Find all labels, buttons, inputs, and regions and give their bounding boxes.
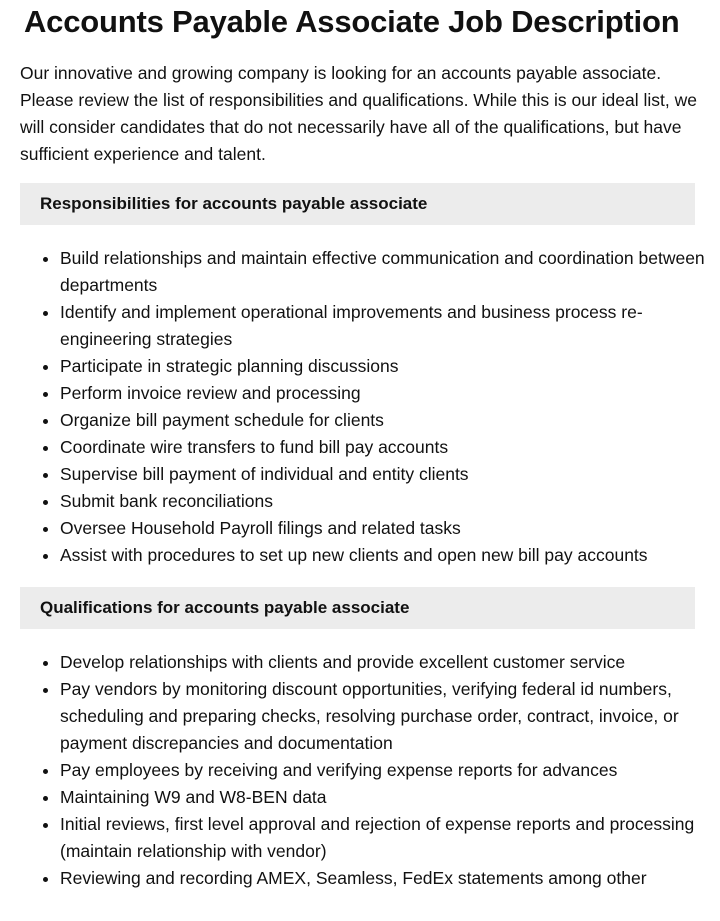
responsibilities-list bbox=[20, 245, 720, 569]
intro-text: Our innovative and growing company is looking for an accounts payable associate. Please review the list of responsibilities and qualifications. While this is our ideal list, we will consider candidates that do not necessarily have all of the qualifications, but have sufficient experience and talent. bbox=[20, 63, 697, 164]
list-item: • Build relationships and maintain effective communication and coordination between departments bbox=[60, 245, 720, 299]
list-item: • Submit bank reconciliations bbox=[60, 488, 720, 515]
list-item: • Maintaining W9 and W8-BEN data bbox=[60, 784, 720, 811]
list-item: • Organize bill payment schedule for clients bbox=[60, 407, 720, 434]
responsibilities-heading: Responsibilities for accounts payable associate bbox=[20, 183, 695, 225]
page-title: Accounts Payable Associate Job Description bbox=[24, 4, 680, 39]
list-item: • Pay employees by receiving and verifying expense reports for advances bbox=[60, 757, 720, 784]
list-item: • Reviewing and recording AMEX, Seamless, FedEx statements among other bbox=[60, 865, 720, 892]
qualifications-list bbox=[20, 649, 720, 892]
list-item: • Identify and implement operational improvements and business process re-engineering strategies bbox=[60, 299, 720, 353]
list-item: • Develop relationships with clients and provide excellent customer service bbox=[60, 649, 720, 676]
list-item: • Coordinate wire transfers to fund bill pay accounts bbox=[60, 434, 720, 461]
list-item: • Participate in strategic planning discussions bbox=[60, 353, 720, 380]
list-item: • Oversee Household Payroll filings and related tasks bbox=[60, 515, 720, 542]
list-item: • Supervise bill payment of individual and entity clients bbox=[60, 461, 720, 488]
list-item: • Assist with procedures to set up new clients and open new bill pay accounts bbox=[60, 542, 720, 569]
list-item: • Pay vendors by monitoring discount opportunities, verifying federal id numbers, scheduling and preparing checks, resolving purchase order, contract, invoice, or payment discrepancies and documentation bbox=[60, 676, 720, 757]
list-item: • Initial reviews, first level approval and rejection of expense reports and processing (maintain relationship with vendor) bbox=[60, 811, 720, 865]
list-item: • Perform invoice review and processing bbox=[60, 380, 720, 407]
qualifications-heading: Qualifications for accounts payable associate bbox=[20, 587, 695, 629]
